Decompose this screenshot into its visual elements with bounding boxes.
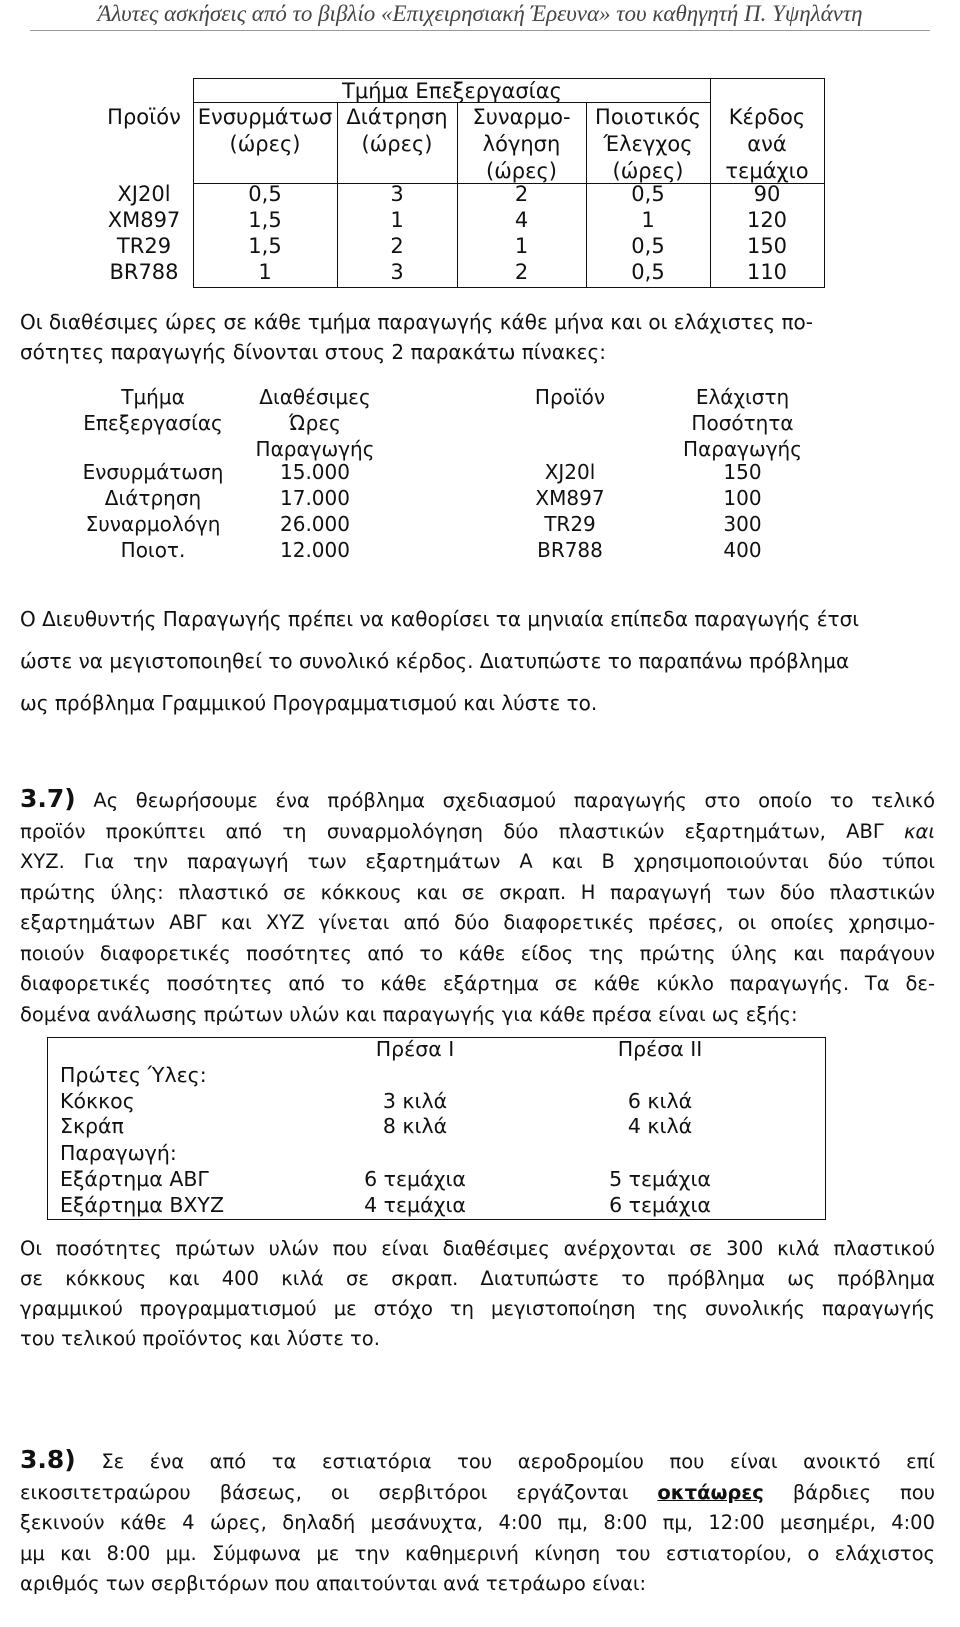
exercise-3-8-line2: εικοσιτετραώρου βάσεως, οι σερβιτόροι εργάζονται οκτάωρες βάρδιες που (20, 1480, 935, 1504)
exercise-number: 3.8) (20, 1445, 76, 1474)
table1-bottom-border (193, 287, 825, 288)
table2-col-dept: Τμήμα Επεξεργασίας (83, 385, 223, 435)
table-row: Συναρμολόγη 26.000 TR29 300 (85, 512, 762, 536)
exercise-3-7-line1: 3.7) Ας θεωρήσουμε ένα πρόβλημα σχεδιασμού παραγωγής στο οποίο το τελικό (20, 784, 935, 813)
table3-section-prod: Παραγωγή: (60, 1141, 177, 1165)
table2-body (80, 459, 820, 563)
task-paragraph: Ο Διευθυντής Παραγωγής πρέπει να καθορίσει τα μηνιαία επίπεδα παραγωγής έτσι ώστε να μεγιστοποιηθεί το συνολικό κέρδος. Διατυπώστε το παραπάνω πρόβλημα ως πρόβλημα Γραμμικού Προγραμματισμού και λύστε το. (20, 607, 860, 715)
exercise-number: 3.7) (20, 784, 76, 813)
table2-col-min: Ελάχιστη Ποσότητα Παραγωγής (683, 385, 802, 461)
table-row: TR29 1,5 2 1 0,5 150 (116, 234, 788, 258)
table-row: Εξάρτημα ΑΒΓ 6 τεμάχια 5 τεμάχια (60, 1167, 711, 1191)
table1-col-profit: Κέρδος ανά τεμάχιο (725, 105, 809, 183)
table-row: Διάτρηση 17.000 XM897 100 (104, 486, 762, 510)
exercise-3-7: 3.7) Ας θεωρήσουμε ένα πρόβλημα σχεδιασμού παραγωγής στο οποίο το τελικό προϊόν προκύπτει από τη συναρμολόγηση δύο πλαστικών εξαρτημάτων, ΑΒΓ και XYZ. Για την παραγωγή των εξαρτημάτων Α και Β χρησιμοποιούνται δύο τύποι πρώτης ύλης: πλαστικό σε κόκκους και σε σκραπ. Η παραγωγή των δύο πλαστικών εξαρτημάτων ΑΒΓ και XYZ γίνεται από δύο διαφορετικές πρέσες, οι οποίες χρησιμο- ποιούν διαφορετικές ποσότητες από το κάθε είδος της πρώτης ύλης και παράγουν διαφορετικές ποσότητες από το κάθε εξάρτημα σε κάθε κύκλο παραγωγής. Τα δε- δομένα ανάλωσης πρώτων υλών και παραγωγής για κάθε πρέσα είναι ως εξής: (20, 784, 935, 1026)
intro-paragraph: Οι διαθέσιμες ώρες σε κάθε τμήμα παραγωγής κάθε μήνα και οι ελάχιστες πο- σότητες παραγωγής δίνονται στους 2 παρακάτω πίνακες: (20, 310, 813, 364)
table-row: Ποιοτ. 12.000 BR788 400 (120, 538, 762, 562)
emphasized-term: οκτάωρες (657, 1480, 764, 1504)
exercise-3-7-question: Οι ποσότητες πρώτων υλών που είναι διαθέσιμες ανέρχονται σε 300 κιλά πλαστικού σε κόκκους και 400 κιλά σε σκραπ. Διατυπώστε το πρόβλημα ως πρόβλημα γραμμικού προγραμματισμού με στόχο τη μεγιστοποίηση της συνολικής παραγωγής του τελικού προϊόντος και λύστε το. (20, 1237, 935, 1350)
table1-col-wiring: Ενσυρμάτωσ (ώρες) (197, 105, 333, 156)
table1-col-drilling: Διάτρηση (ώρες) (346, 105, 448, 156)
table3-section-raw: Πρώτες Ύλες: (60, 1063, 207, 1087)
table2-col-hours: Διαθέσιμες Ώρες Παραγωγής (255, 385, 375, 461)
table-row: Ενσυρμάτωση 15.000 XJ20l 150 (82, 460, 762, 484)
table3-col-press2: Πρέσα ΙΙ (617, 1037, 703, 1061)
table1-body (100, 181, 830, 285)
table1-col-product: Προϊόν (107, 105, 181, 129)
table3-bottom-border (47, 1219, 825, 1220)
table3-vline (825, 1037, 826, 1220)
table1-group-header: Τμήμα Επεξεργασίας (342, 79, 562, 103)
exercise-3-8: 3.8) Σε ένα από τα εστιατόρια του αεροδρομίου που είναι ανοικτό επί εικοσιτετραώρου βάσεως, οι σερβιτόροι εργάζονται οκτάωρες βάρδιες που ξεκινούν κάθε 4 ώρες, δηλαδή μεσάνυχτα, 4:00 πμ, 8:00 πμ, 12:00 μεσημέρι, 4:00 μμ και 8:00 μμ. Σύμφωνα με την καθημερινή κίνηση του εστιατορίου, ο ελάχιστος αριθμός των σερβιτόρων που απαιτούνται ανά τετράωρο είναι: (20, 1445, 936, 1595)
table1-col-assembly: Συναρμο- λόγηση (ώρες) (472, 105, 571, 183)
table1-col-quality: Ποιοτικός Έλεγχος (ώρες) (595, 105, 701, 183)
table-row: Εξάρτημα ΒXYZ 4 τεμάχια 6 τεμάχια (60, 1193, 711, 1217)
page-header: Άλυτες ασκήσεις από το βιβλίο «Επιχειρησιακή Έρευνα» του καθηγητή Π. Υψηλάντη (97, 1, 863, 26)
table-row: Κόκκος 3 κιλά 6 κιλά (60, 1089, 693, 1113)
table-row: XM897 1,5 1 4 1 120 (107, 208, 788, 232)
table3-vline (47, 1037, 48, 1220)
exercise-3-8-line1: 3.8) Σε ένα από τα εστιατόρια του αεροδρομίου που είναι ανοικτό επί (20, 1445, 936, 1474)
header-divider (30, 30, 930, 31)
table2-col-product: Προϊόν (534, 385, 606, 409)
table-row: BR788 1 3 2 0,5 110 (109, 260, 788, 284)
table-row: XJ20l 0,5 3 2 0,5 90 (117, 182, 781, 206)
table3-col-press1: Πρέσα Ι (375, 1037, 455, 1061)
exercise-3-7-line2: προϊόν προκύπτει από τη συναρμολόγηση δύο πλαστικών εξαρτημάτων, ΑΒΓ και (20, 819, 935, 843)
table-row: Σκράπ 8 κιλά 4 κιλά (60, 1114, 693, 1138)
